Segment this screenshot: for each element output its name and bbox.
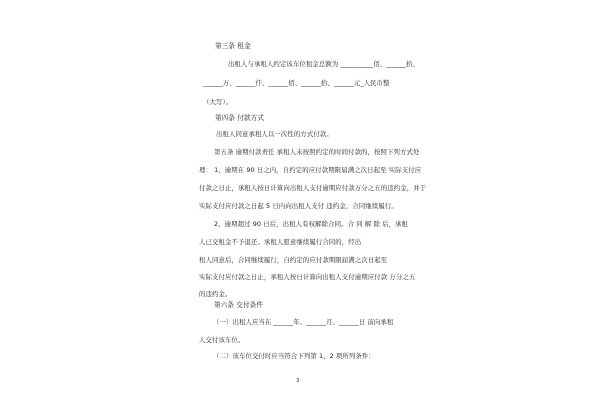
article-4-title: 第四条 付款方式 [215,114,265,122]
article-3-rent-line-2: ______万、______仟、______佰、______拾、______元_人民币整 [203,79,390,87]
article-5-line-9: 的违约金。 [199,290,232,298]
article-6-item-1-line-1: （一）出租人应当在 ______年、______月、______日 前向承租 [213,318,394,326]
article-3-rent-line-1: 出租人与承租人约定该车位租金总额为 __________佰、______拾、 [228,60,420,68]
article-5-line-4: 实际支付应付款之日起 5 日内向出租人支付 违约金，合同继续履行。 [199,202,398,210]
article-5-line-5: 2、逾期超过 90 日后，出租人有权解除合同。合 同 解 除 后，承租 [214,220,409,228]
article-5-line-6: 人已交租金不予退还。承租人愿意继续履行合同的，经出 [199,238,362,246]
article-5-line-2: 理： 1、逾期在 90 日之内，自约定的应付款期限届满之次日起至 实际支付应 [199,166,422,174]
article-6-title: 第六条 交付条件 [214,301,264,309]
article-5-line-7: 租人同意后，合同继续履行，自约定的应付款期限届满之次日起至 [199,256,388,264]
article-6-item-2-line-1: （二）该车位交付时应当符合下列第 1、2 项所列条件： [213,352,375,360]
article-3-rent-line-3: （大写）。 [203,98,233,106]
article-5-line-3: 付款之日止，承租人按日计算向出租人支付逾期应付款万分之五的违约金，并于 [199,184,427,192]
page-number: 3 [296,378,300,384]
article-3-title: 第三条 租金 [215,42,251,50]
article-4-payment-text: 出租人同意承租人以一次性的方式付款。 [216,130,333,138]
article-5-line-8: 实际支付应付款之日止，承租人按日计算向出租人支付逾期应付款 万分之五 [199,273,416,281]
article-6-item-1-line-2: 人交付该车位。 [199,336,245,344]
article-5-line-1: 第五条 逾期付款责任 承租人未按照约定的时间付款的，按照下列方式处 [214,148,420,156]
